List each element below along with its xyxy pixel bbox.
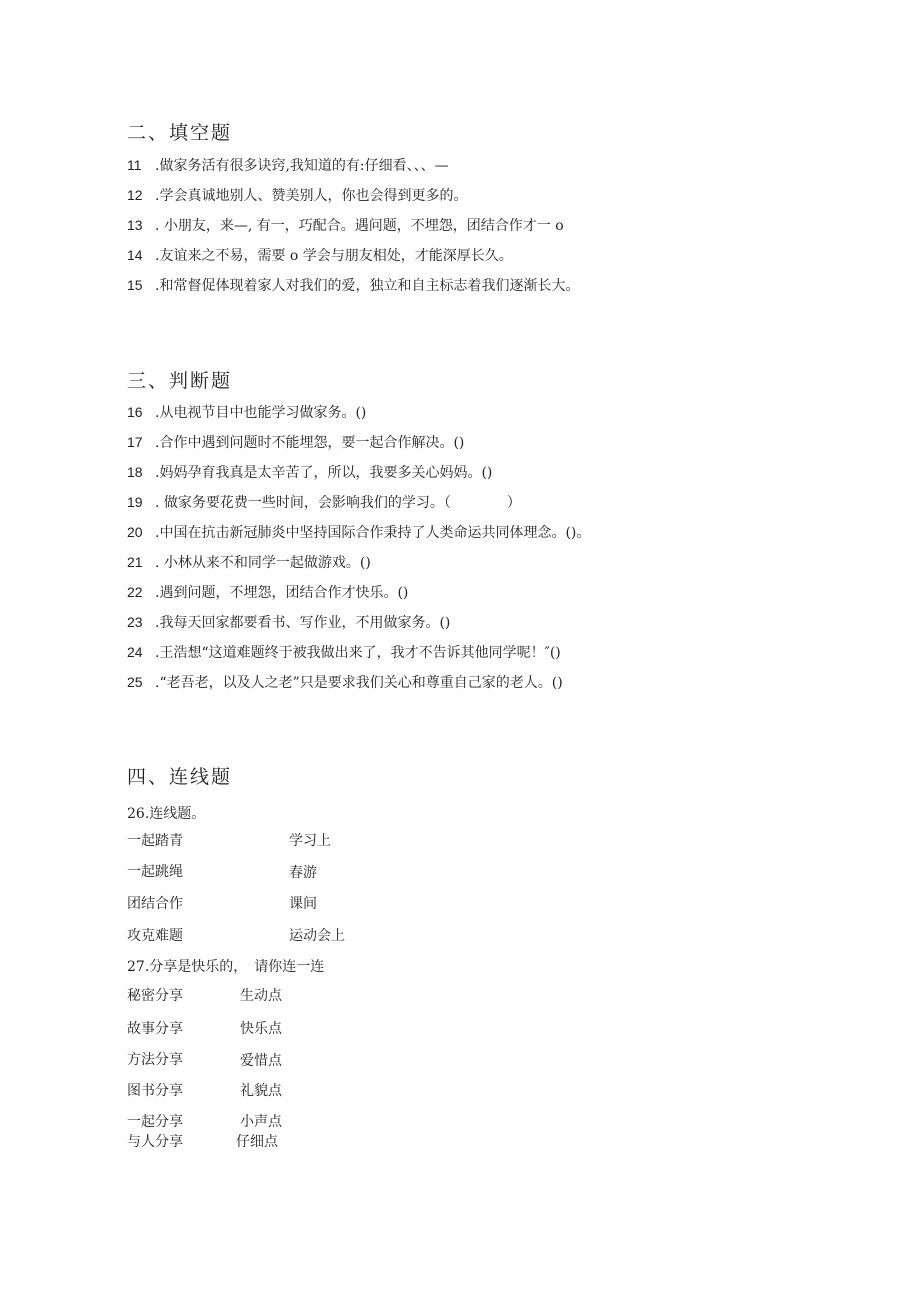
- match-left-item: 与人分享: [127, 1134, 183, 1150]
- match-right-item: 快乐点: [240, 1021, 282, 1037]
- question-number: 17: [127, 434, 143, 450]
- match-left-item: 一起分享: [127, 1114, 183, 1130]
- question-text: . 小林从来不和同学一起做游戏。(): [155, 555, 371, 571]
- question-number: 23: [127, 614, 143, 630]
- match-left-item: 一起踏青: [127, 833, 183, 849]
- question-20: [127, 522, 590, 542]
- question-number: 19: [127, 494, 143, 510]
- match-right-item: 课间: [289, 896, 317, 912]
- match-right-item: 学习上: [289, 833, 331, 849]
- question-26-label: 26.连线题。: [127, 806, 206, 822]
- question-number: 25: [127, 674, 143, 690]
- section-title-matching: 四、连线题: [127, 766, 233, 788]
- match-right-item: 礼貌点: [240, 1083, 282, 1099]
- question-number: 18: [127, 464, 143, 480]
- question-text: . 小朋友，来—, 有一，巧配合。遇问题，不埋怨，团结合作才一 o: [155, 218, 564, 234]
- match-right-item: 生动点: [240, 988, 282, 1004]
- question-text: .“老吾老，以及人之老”只是要求我们关心和尊重自己家的老人。(): [155, 675, 563, 691]
- match-left-item: 图书分享: [127, 1083, 183, 1099]
- question-text: .从电视节目中也能学习做家务。(): [155, 405, 367, 421]
- match-left-item: 一起跳绳: [127, 864, 183, 880]
- question-number: 20: [127, 524, 143, 540]
- question-text: .合作中遇到问题时不能埋怨，要一起合作解决。(): [155, 435, 465, 451]
- question-text: .和常督促体现着家人对我们的爱，独立和自主标志着我们逐渐长大。: [155, 278, 580, 294]
- question-11: [127, 155, 449, 175]
- question-22: [127, 582, 408, 602]
- question-number: 22: [127, 584, 143, 600]
- question-number: 24: [127, 644, 143, 660]
- match-left-item: 攻克难题: [127, 928, 183, 944]
- question-text: .妈妈孕育我真是太辛苦了，所以，我要多关心妈妈。(): [155, 465, 493, 481]
- match-left-item: 团结合作: [127, 896, 183, 912]
- question-text: .我每天回家都要看书、写作业，不用做家务。(): [155, 615, 451, 631]
- question-14: [127, 245, 513, 265]
- match-right-item: 小声点: [240, 1114, 282, 1130]
- match-left-item: 秘密分享: [127, 988, 183, 1004]
- match-right-item: 爱惜点: [240, 1053, 282, 1069]
- question-number: 11: [127, 157, 142, 173]
- question-19: [127, 492, 521, 512]
- question-number: 13: [127, 217, 143, 233]
- match-right-item: 春游: [289, 865, 317, 881]
- match-right-item: 运动会上: [289, 928, 345, 944]
- question-text: . 做家务要花费一些时间，会影响我们的学习。（ ）: [155, 495, 521, 511]
- question-18: [127, 462, 492, 482]
- question-text: .学会真诚地别人、赞美别人，你也会得到更多的。: [155, 188, 468, 204]
- question-number: 14: [127, 247, 143, 263]
- question-number: 16: [127, 404, 143, 420]
- question-27-label: 27.分享是快乐的， 请你连一连: [127, 959, 325, 975]
- question-number: 15: [127, 277, 143, 293]
- question-text: .中国在抗击新冠肺炎中坚持国际合作秉持了人类命运共同体理念。()。: [155, 525, 591, 541]
- question-number: 12: [127, 187, 143, 203]
- question-text: .做家务活有很多诀窍,我知道的有:仔细看、、、—: [155, 158, 449, 174]
- section-title-judge: 三、判断题: [127, 370, 233, 392]
- section-title-fill-blank: 二、填空题: [127, 122, 233, 144]
- question-17: [127, 432, 464, 452]
- question-25: [127, 672, 563, 692]
- question-16: [127, 402, 366, 422]
- match-left-item: 方法分享: [127, 1052, 183, 1068]
- match-left-item: 故事分享: [127, 1021, 183, 1037]
- question-21: [127, 552, 371, 572]
- question-23: [127, 612, 450, 632]
- question-12: [127, 185, 467, 205]
- question-text: .遇到问题，不埋怨，团结合作才快乐。(): [155, 585, 409, 601]
- question-15: [127, 275, 579, 295]
- match-right-item: 仔细点: [236, 1134, 278, 1150]
- question-13: [127, 215, 564, 235]
- question-24: [127, 642, 561, 662]
- question-text: .友谊来之不易，需要 o 学会与朋友相处，才能深厚长久。: [155, 248, 513, 264]
- question-text: .王浩想“这道难题终于被我做出来了，我才不告诉其他同学呢！″(): [155, 645, 561, 661]
- question-number: 21: [127, 554, 143, 570]
